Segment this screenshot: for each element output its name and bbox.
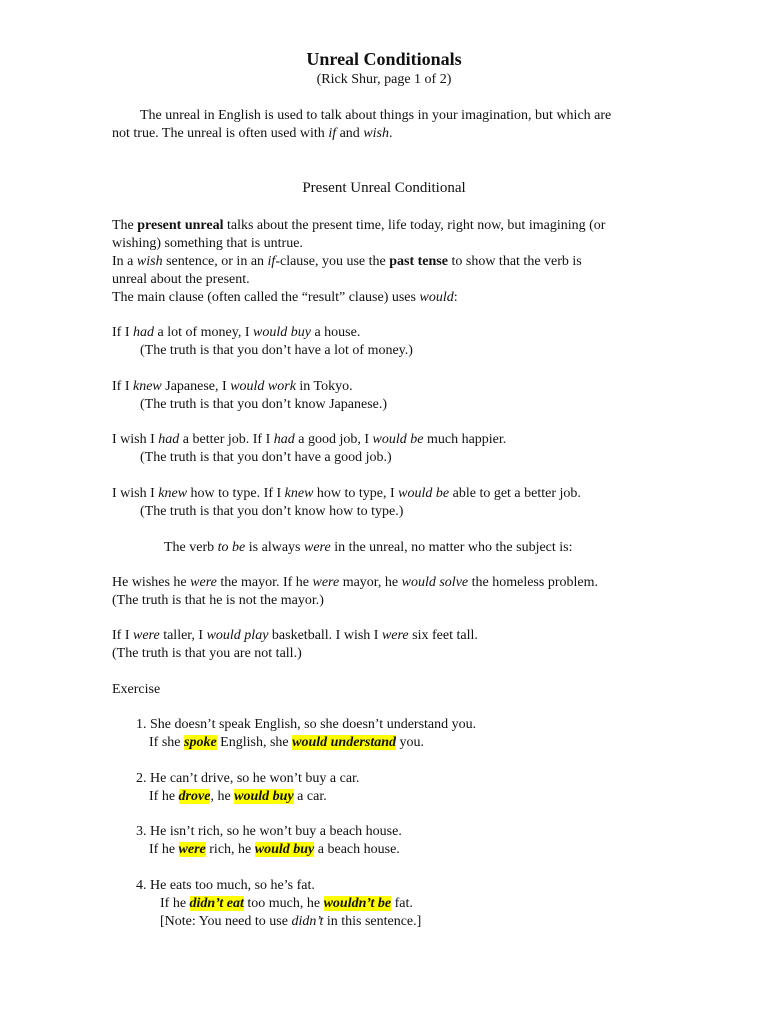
exercise-4-answer: If he didn’t eat too much, he wouldn’t be fat. — [160, 896, 413, 911]
para3-line: The main clause (often called the “result” clause) uses would: — [112, 290, 458, 305]
example-6-truth: (The truth is that you are not tall.) — [112, 646, 302, 661]
section-heading: Present Unreal Conditional — [302, 180, 466, 196]
example-2: If I knew Japanese, I would work in Tokyo. — [112, 379, 353, 394]
example-2-truth: (The truth is that you don’t know Japanese.) — [140, 397, 388, 412]
para2-line-1: In a wish sentence, or in an if-clause, you use the past tense to show that the verb is — [112, 254, 582, 269]
para1-line-1: The present unreal talks about the present time, life today, right now, but imagining (or — [112, 218, 606, 233]
example-3: I wish I had a better job. If I had a good job, I would be much happier. — [112, 432, 507, 447]
exercise-4-prompt: 4. He eats too much, so he’s fat. — [136, 878, 315, 893]
answer-highlight: would buy — [234, 789, 294, 804]
example-4-truth: (The truth is that you don’t know how to type.) — [140, 504, 404, 519]
example-4: I wish I knew how to type. If I knew how to type, I would be able to get a better job. — [112, 486, 581, 501]
para1-line-2: wishing) something that is untrue. — [112, 236, 303, 251]
answer-highlight: didn’t eat — [189, 896, 244, 911]
answer-highlight: spoke — [184, 735, 217, 750]
exercise-2-prompt: 2. He can’t drive, so he won’t buy a car. — [136, 771, 360, 786]
example-6: If I were taller, I would play basketball. I wish I were six feet tall. — [112, 628, 478, 643]
intro-line-1: The unreal in English is used to talk about things in your imagination, but which are — [140, 108, 612, 123]
example-3-truth: (The truth is that you don’t have a good job.) — [140, 450, 392, 465]
to-be-note: The verb to be is always were in the unreal, no matter who the subject is: — [164, 540, 573, 555]
example-1-truth: (The truth is that you don’t have a lot of money.) — [140, 343, 413, 358]
example-5: He wishes he were the mayor. If he were mayor, he would solve the homeless problem. — [112, 575, 598, 590]
example-5-truth: (The truth is that he is not the mayor.) — [112, 593, 324, 608]
answer-highlight: would understand — [292, 735, 396, 750]
exercise-1-prompt: 1. She doesn’t speak English, so she doesn’t understand you. — [136, 717, 477, 732]
answer-highlight: were — [178, 842, 206, 857]
intro-line-2: not true. The unreal is often used with if and wish. — [112, 126, 393, 141]
exercise-2-answer: If he drove, he would buy a car. — [149, 789, 327, 804]
example-1: If I had a lot of money, I would buy a house. — [112, 325, 361, 340]
answer-highlight: wouldn’t be — [323, 896, 392, 911]
exercise-label: Exercise — [112, 682, 161, 697]
exercise-3-prompt: 3. He isn’t rich, so he won’t buy a beach house. — [136, 824, 402, 839]
para2-line-2: unreal about the present. — [112, 272, 250, 287]
exercise-1-answer: If she spoke English, she would understand you. — [149, 735, 424, 750]
answer-highlight: drove — [178, 789, 211, 804]
page-subtitle: (Rick Shur, page 1 of 2) — [316, 72, 452, 87]
exercise-4-note: [Note: You need to use didn’t in this sentence.] — [160, 914, 422, 929]
page-title: Unreal Conditionals — [306, 49, 462, 69]
answer-highlight: would buy — [254, 842, 315, 857]
exercise-3-answer: If he were rich, he would buy a beach house. — [149, 842, 400, 857]
